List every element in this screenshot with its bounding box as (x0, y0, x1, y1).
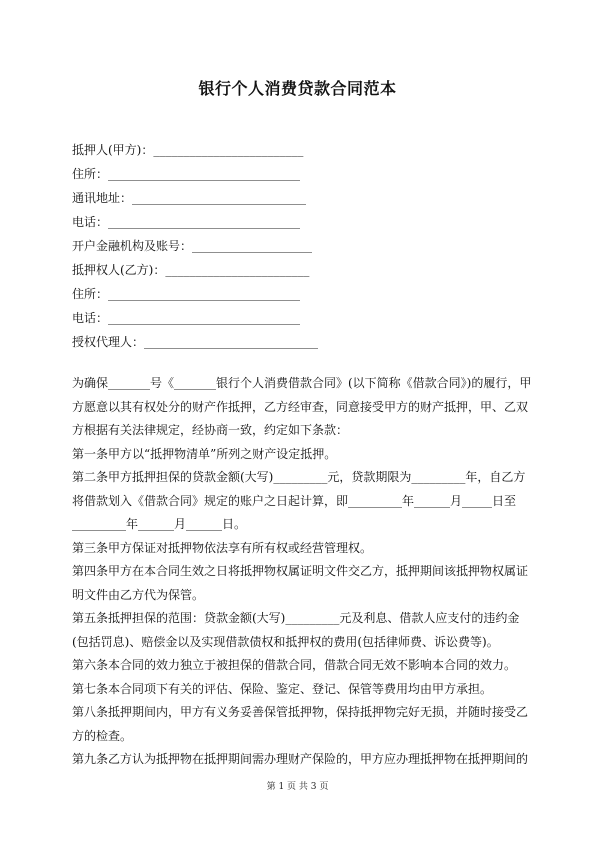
field-blank: _____________________________ (132, 191, 307, 205)
field-mortgagee (72, 261, 318, 285)
field-phone-2 (72, 309, 318, 333)
field-bank-account (72, 237, 318, 261)
field-label: 住所： (72, 167, 109, 181)
paragraph-article-3: 第三条甲方保证对抵押物依法享有所有权或经营管理权。 (72, 540, 373, 555)
paragraph-article-1: 第一条甲方以“抵押物清单”所列之财产设定抵押。 (72, 446, 337, 461)
field-label: 通讯地址： (72, 191, 133, 205)
field-label: 住所： (72, 287, 109, 301)
paragraph-article-7: 第七条本合同项下有关的评估、保险、鉴定、登记、保管等费用均由甲方承担。 (72, 681, 493, 696)
document-title: 银行个人消费贷款合同范本 (198, 79, 397, 98)
page-footer: 第 1 页 共 3 页 (266, 782, 329, 792)
field-mailing-address (72, 189, 318, 213)
field-blank: _____________________________ (144, 335, 319, 349)
contract-body (72, 372, 532, 772)
paragraph-intro: 为确保_______号《_______银行个人消费借款合同》(以下简称《借款合同》)的履行，甲方愿意以其有权处分的财产作抵押，乙方经审查，同意接受甲方的财产抵押，甲、乙双方根据有关法律规定，经协商一致，约定如下条款： (72, 376, 532, 437)
field-blank: ________________________________ (108, 167, 301, 181)
paragraph-article-4: 第四条甲方在本合同生效之日将抵押物权属证明文件交乙方，抵押期间该抵押物权属证明文件由乙方代为保管。 (72, 564, 529, 602)
paragraph-article-5: 第五条抵押担保的范围：贷款金额(大写)_________元及利息、借款人应支付的违约金(包括罚息)、赔偿金以及实现借款债权和抵押权的费用(包括律师费、诉讼费等)。 (72, 611, 520, 649)
field-blank: ____________________ (192, 239, 313, 253)
field-label: 电话： (72, 311, 109, 325)
paragraph-article-6: 第六条本合同的效力独立于被担保的借款合同，借款合同无效不影响本合同的效力。 (72, 658, 517, 672)
paragraph-article-2: 第二条甲方抵押担保的贷款金额(大写)_________元，贷款期限为_________年，自乙方将借款划入《借款合同》规定的账户之日起计算，即_________年______月_____日至_________年______月______日。 (72, 470, 526, 531)
field-blank: ________________________________ (108, 311, 301, 325)
field-label: 开户金融机构及账号： (72, 239, 193, 253)
field-label: 授权代理人： (72, 335, 145, 349)
field-address (72, 165, 318, 189)
field-mortgagor (72, 141, 318, 165)
field-label: 抵押人(甲方)： (72, 143, 154, 157)
field-authorized-agent (72, 333, 318, 357)
field-address-2 (72, 285, 318, 309)
field-blank: ________________________ (165, 263, 310, 277)
field-blank: ________________________________ (108, 287, 301, 301)
field-phone (72, 213, 318, 237)
field-blank: _________________________ (153, 143, 304, 157)
field-label: 抵押权人(乙方)： (72, 263, 166, 277)
party-fields (72, 141, 318, 357)
field-label: 电话： (72, 215, 109, 229)
paragraph-article-8: 第八条抵押期间内，甲方有义务妥善保管抵押物，保持抵押物完好无损，并随时接受乙方的检查。 (72, 705, 529, 743)
field-blank: ________________________________ (108, 215, 301, 229)
paragraph-article-9: 第九条乙方认为抵押物在抵押期间需办理财产保险的，甲方应办理抵押物在抵押期间的 (72, 752, 529, 766)
